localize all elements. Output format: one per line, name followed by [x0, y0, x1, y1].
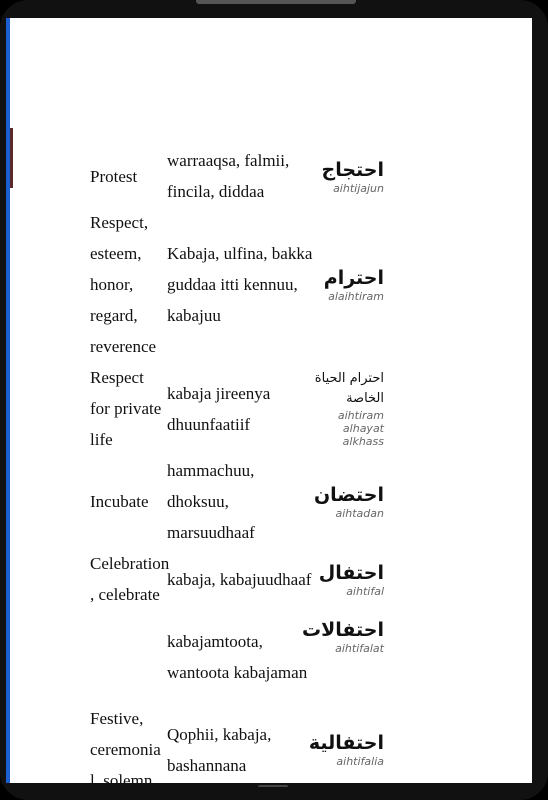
glossary-row	[90, 207, 390, 362]
english-term: Respect for private life	[90, 368, 162, 449]
arabic-transliteration: aihtifalat	[335, 642, 384, 655]
left-edge-mark	[10, 128, 13, 188]
arabic-transliteration: aihtifal	[346, 584, 384, 598]
english-term: Incubate	[90, 492, 149, 511]
english-term: Respect, esteem, honor, regard, reverence	[90, 213, 157, 356]
glossary-table	[90, 145, 390, 796]
glossary-row	[90, 362, 390, 455]
arabic-transliteration: aihtadan	[335, 507, 384, 520]
arabic-transliteration: alaihtiram	[328, 290, 384, 303]
arabic-term: احتجاج	[321, 158, 384, 181]
arabic-entry	[308, 731, 384, 768]
english-term: Protest	[90, 166, 138, 186]
glossary-row	[90, 703, 390, 796]
glossary-row	[90, 455, 390, 548]
arabic-term: احتفالية	[308, 732, 384, 754]
arabic-entry	[314, 483, 384, 520]
home-indicator[interactable]	[258, 785, 288, 789]
oromo-translation: warraaqsa, falmii, fincila, diddaa	[167, 151, 290, 201]
arabic-entry	[314, 158, 384, 195]
oromo-translation: kabaja jireenya dhuunfaatiif	[167, 383, 271, 434]
glossary-row	[90, 145, 390, 207]
glossary-row	[90, 610, 390, 703]
arabic-term: احتضان	[313, 484, 384, 506]
oromo-translation: Kabaja, ulfina, bakka guddaa itti kennuu, kabajuu	[167, 244, 313, 325]
arabic-transliteration: aihtijajun	[333, 181, 384, 195]
arabic-term: احتفالات	[301, 619, 384, 641]
arabic-entry	[301, 610, 384, 655]
english-term: Celebration , celebrate	[90, 554, 170, 604]
glossary-row	[90, 548, 390, 610]
arabic-transliteration: aihtiram alhayat alkhass	[337, 409, 384, 448]
oromo-translation: Qophii, kabaja, bashannana	[167, 724, 272, 775]
oromo-translation: kabaja, kabajuudhaaf	[167, 569, 312, 589]
arabic-term: احترام	[323, 267, 384, 289]
english-term: Festive, ceremonia l, solemn	[90, 709, 161, 790]
arabic-entry	[314, 369, 384, 448]
arabic-term: احترام الحياة الخاصة	[314, 371, 384, 406]
arabic-entry	[314, 561, 384, 598]
arabic-transliteration: aihtifalia	[336, 755, 384, 768]
arabic-entry	[314, 266, 384, 303]
device-top-bar	[196, 0, 356, 4]
oromo-translation: kabajamtoota, wantoota kabajaman	[167, 631, 308, 682]
arabic-term: احتفال	[318, 561, 384, 584]
oromo-translation: hammachuu, dhoksuu, marsuudhaaf	[167, 461, 255, 542]
